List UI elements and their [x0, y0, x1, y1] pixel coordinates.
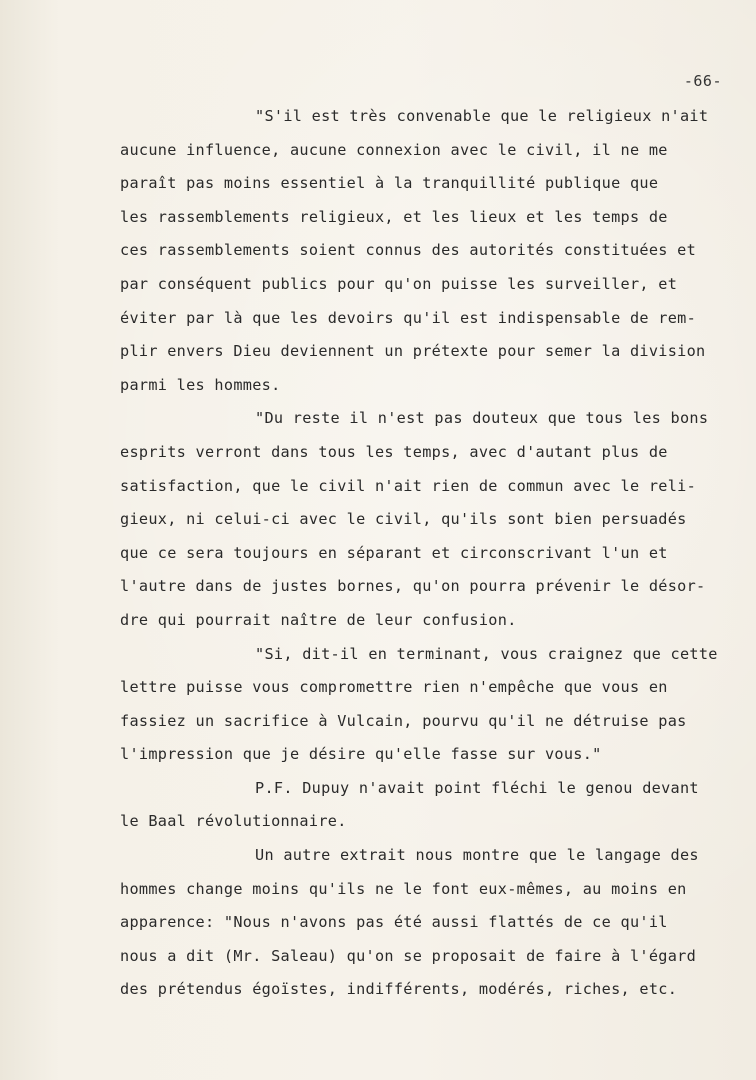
text-line: lettre puisse vous compromettre rien n'empêche que vous en [120, 678, 668, 697]
text-line: des prétendus égoïstes, indifférents, modérés, riches, etc. [120, 980, 678, 999]
text-line: satisfaction, que le civil n'ait rien de commun avec le reli- [120, 476, 697, 495]
text-line: parmi les hommes. [120, 375, 281, 394]
text-line: éviter par là que les devoirs qu'il est indispensable de rem- [120, 308, 697, 327]
text-line: "S'il est très convenable que le religieux n'ait [255, 107, 709, 125]
text-line: gieux, ni celui-ci avec le civil, qu'ils sont bien persuadés [120, 510, 687, 529]
text-line: apparence: "Nous n'avons pas été aussi flattés de ce qu'il [120, 913, 668, 932]
text-line: nous a dit (Mr. Saleau) qu'on se proposait de faire à l'égard [120, 946, 697, 965]
text-line: ces rassemblements soient connus des autorités constituées et [120, 241, 697, 260]
text-line: esprits verront dans tous les temps, avec d'autant plus de [120, 442, 668, 461]
page-number: -66- [683, 72, 722, 90]
text-line: que ce sera toujours en séparant et circonscrivant l'un et [120, 543, 668, 562]
text-line: "Si, dit-il en terminant, vous craignez que cette [255, 644, 718, 663]
text-line: "Du reste il n'est pas douteux que tous les bons [255, 409, 709, 428]
text-line: fassiez un sacrifice à Vulcain, pourvu qu'il ne détruise pas [120, 711, 687, 730]
text-line: paraît pas moins essentiel à la tranquillité publique que [120, 174, 659, 193]
text-line: les rassemblements religieux, et les lieux et les temps de [120, 207, 668, 226]
body-text [120, 100, 750, 1007]
text-line: Un autre extrait nous montre que le langage des [255, 846, 699, 865]
text-line: plir envers Dieu deviennent un prétexte pour semer la division [120, 342, 706, 361]
text-line: le Baal révolutionnaire. [120, 812, 347, 831]
text-line: dre qui pourrait naître de leur confusion. [120, 610, 517, 629]
text-line: par conséquent publics pour qu'on puisse les surveiller, et [120, 274, 678, 293]
text-line: P.F. Dupuy n'avait point fléchi le genou devant [255, 778, 699, 797]
text-line: l'impression que je désire qu'elle fasse sur vous." [120, 745, 602, 764]
text-line: hommes change moins qu'ils ne le font eux-mêmes, au moins en [120, 879, 687, 898]
text-line: l'autre dans de justes bornes, qu'on pourra prévenir le désor- [120, 577, 706, 596]
text-line: aucune influence, aucune connexion avec le civil, il ne me [120, 140, 668, 159]
